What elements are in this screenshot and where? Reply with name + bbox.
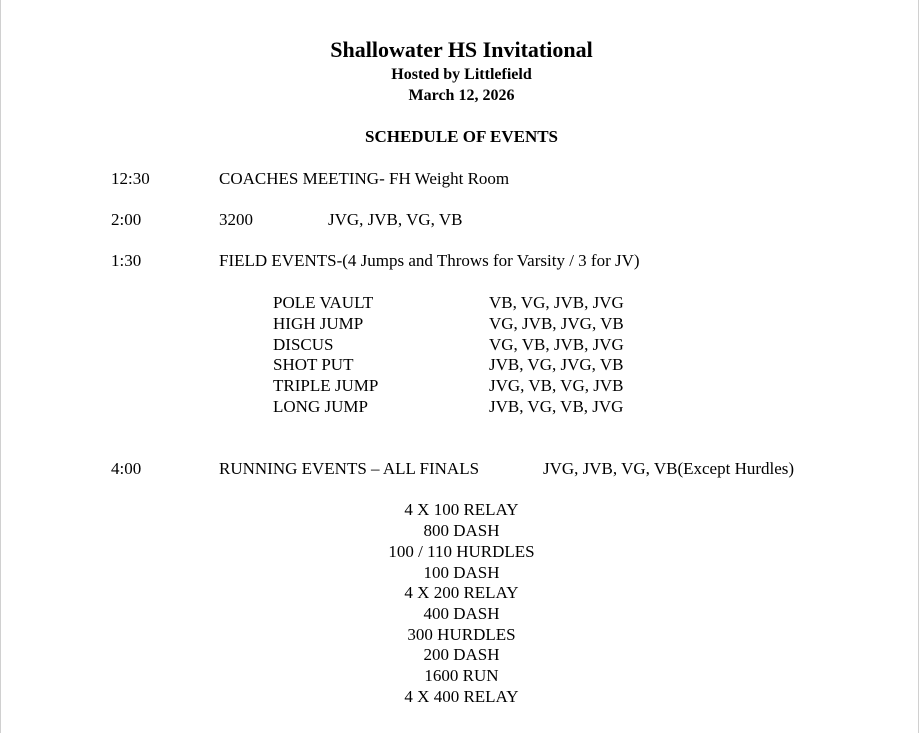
running-events-time: 4:00 — [111, 459, 142, 478]
meet-title: Shallowater HS Invitational — [330, 37, 593, 62]
meet-host: Hosted by Littlefield — [391, 66, 532, 83]
field-event-name: HIGH JUMP — [273, 314, 364, 333]
running-event-item: 400 DASH — [423, 604, 500, 623]
running-event-item: 800 DASH — [423, 521, 500, 540]
running-event-item: 1600 RUN — [424, 666, 499, 685]
running-events-description: RUNNING EVENTS – ALL FINALS — [219, 459, 480, 478]
field-event-order: JVB, VG, VB, JVG — [489, 397, 624, 416]
field-event-name: SHOT PUT — [273, 355, 354, 374]
coaches-meeting-description: COACHES MEETING- FH Weight Room — [219, 169, 510, 188]
field-event-name: LONG JUMP — [273, 397, 368, 416]
field-events-description: FIELD EVENTS-(4 Jumps and Throws for Varsity / 3 for JV) — [219, 251, 640, 270]
running-event-item: 100 DASH — [423, 563, 500, 582]
distance-event-name: 3200 — [219, 210, 253, 229]
running-event-item: 100 / 110 HURDLES — [388, 542, 535, 561]
schedule-heading: SCHEDULE OF EVENTS — [364, 127, 559, 146]
running-event-item: 200 DASH — [423, 645, 500, 664]
field-events-time: 1:30 — [111, 251, 142, 270]
distance-event-divisions: JVG, JVB, VG, VB — [328, 210, 463, 229]
field-event-order: VG, VB, JVB, JVG — [489, 335, 624, 354]
field-event-order: JVB, VG, JVG, VB — [489, 355, 624, 374]
field-event-name: POLE VAULT — [273, 293, 374, 312]
coaches-meeting-time: 12:30 — [111, 169, 150, 188]
running-event-item: 4 X 100 RELAY — [404, 500, 519, 519]
running-events-divisions: JVG, JVB, VG, VB(Except Hurdles) — [543, 459, 795, 478]
field-event-order: VG, JVB, JVG, VB — [489, 314, 624, 333]
running-event-item: 300 HURDLES — [407, 625, 516, 644]
running-event-item: 4 X 200 RELAY — [404, 583, 519, 602]
distance-event-time: 2:00 — [111, 210, 142, 229]
field-event-name: DISCUS — [273, 335, 334, 354]
field-event-order: VB, VG, JVB, JVG — [489, 293, 624, 312]
field-event-name: TRIPLE JUMP — [273, 376, 379, 395]
meet-date: March 12, 2026 — [408, 87, 515, 104]
field-event-order: JVG, VB, VG, JVB — [489, 376, 624, 395]
running-event-item: 4 X 400 RELAY — [404, 687, 519, 706]
